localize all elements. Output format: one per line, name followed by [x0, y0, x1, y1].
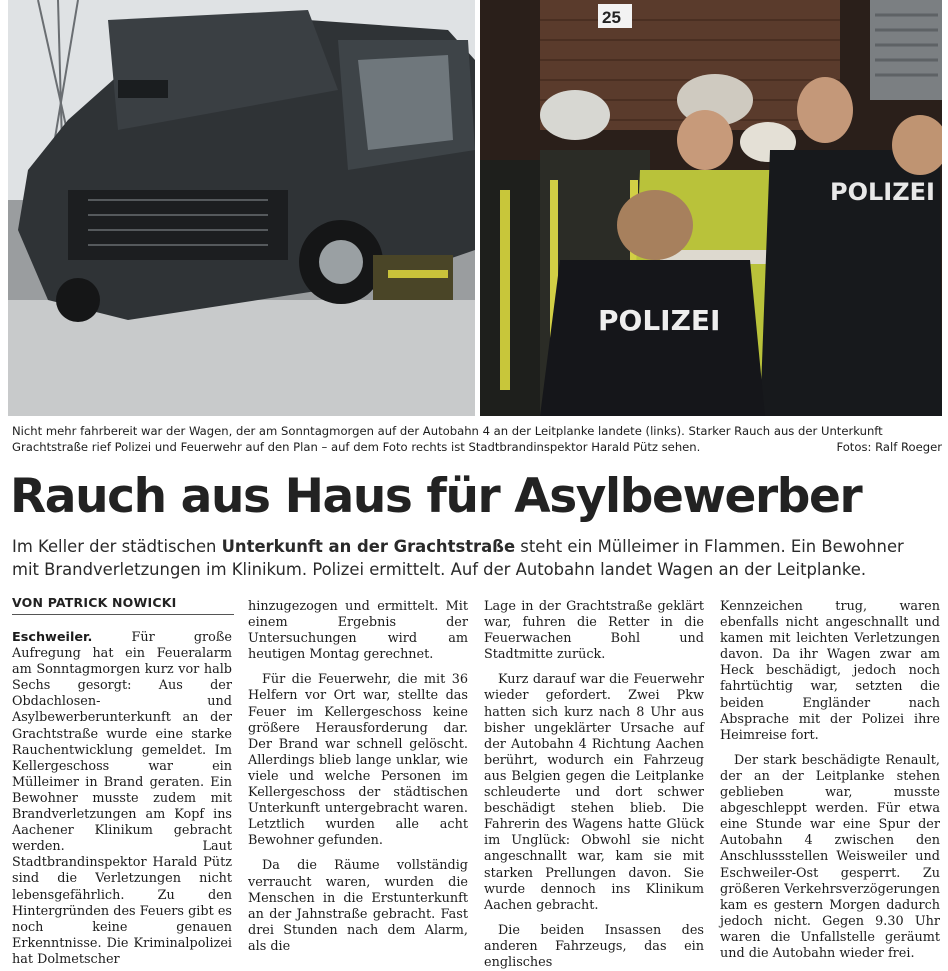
- caption-line-2-text: Grachtstraße rief Polizei und Feuerwehr auf den Plan – auf dem Foto rechts ist Stadtbrandinspektor Harald Pütz sehen.: [12, 440, 701, 454]
- caption-line-2: [12, 439, 942, 455]
- column-3-text-b: Kurz darauf war die Feuerwehr wieder gefordert. Zwei Pkw hatten sich kurz nach 8 Uhr aus bisher ungeklärter Ursache auf der Autobahn 4 Richtung Aachen berührt, wodurch ein Fahrzeug aus Belgien gegen die Leitplanke schleuderte und dort schwer beschädigt stehen blieb. Die Fahrerin des Wagens hatte Glück im Unglück: Obwohl sie nicht angeschnallt war, kam sie mit starken Prellungen davon. Sie wurde dennoch ins Klinikum Aachen gebracht.: [484, 672, 704, 913]
- column-2-text-c: Da die Räume vollständig verraucht waren, wurden die Menschen in die Erstunterkunft an der Jahnstraße gebracht. Fast drei Stunden nach dem Alarm, als die: [248, 858, 468, 954]
- column-3-text-c: Die beiden Insassen des anderen Fahrzeugs, das ein englisches: [484, 922, 704, 970]
- column-3-text-a: Lage in der Grachtstraße geklärt war, fuhren die Retter in die Feuerwachen Bohl und Stadtmitte zurück.: [484, 599, 704, 663]
- column-4-text-b: Der stark beschädigte Renault, der an der Leitplanke stehen geblieben war, musste abgeschleppt werden. Für etwa eine Stunde war eine Spur der Autobahn 4 zwischen den Anschlussstellen Weisweiler und Eschweiler-Ost gesperrt. Zu größeren Verkehrsverzögerungen kam es gestern Morgen dadurch jedoch nicht. Gegen 9.30 Uhr waren die Unfallstelle geräumt und die Autobahn wieder frei.: [720, 752, 940, 961]
- dateline: Eschweiler.: [12, 630, 93, 645]
- police-label-left: POLIZEI: [598, 304, 721, 337]
- article-column-4: [720, 599, 940, 962]
- subhead-bold: Unterkunft an der Grachtstraße: [221, 537, 516, 556]
- subhead-text-b: steht ein Mülleimer in Flammen. Ein Bewohner: [515, 537, 904, 556]
- article-column-2: [248, 599, 468, 955]
- subhead-line-2: mit Brandverletzungen im Klinikum. Polizei ermittelt. Auf der Autobahn landet Wagen an der Leitplanke.: [12, 560, 867, 579]
- firefighters-illustration: [480, 0, 942, 416]
- headline: Rauch aus Haus für Asylbewerber: [10, 469, 862, 524]
- subheadline: [12, 535, 942, 581]
- crashed-van-illustration: [8, 0, 475, 416]
- photo-firefighters-police: [480, 0, 942, 416]
- photo-crashed-van: [8, 0, 475, 416]
- photo-caption: [12, 423, 942, 455]
- column-2-text-b: Für die Feuerwehr, die mit 36 Helfern vor Ort war, stellte das Feuer im Kellergeschoss keine größere Herausforderung dar. Der Brand war schnell gelöscht. Allerdings blieb lange unklar, wie viele und welche Personen im Kellergeschoss der städtischen Unterkunft untergebracht waren. Letztlich wurden alle acht Bewohner gefunden.: [248, 672, 468, 849]
- article-column-1: [12, 630, 232, 968]
- caption-line-1: Nicht mehr fahrbereit war der Wagen, der am Sonntagmorgen auf der Autobahn 4 an der Leitplanke landete (links). Starker Rauch aus der Unterkunft: [12, 424, 883, 438]
- subhead-line-1: [12, 535, 942, 558]
- subhead-text-a: Im Keller der städtischen: [12, 537, 222, 556]
- photo-credit: Fotos: Ralf Roeger: [836, 440, 942, 454]
- column-4-text-a: Kennzeichen trug, waren ebenfalls nicht angeschnallt und kamen mit leichten Verletzungen davon. Da ihr Wagen zwar am Heck beschädigt, jedoch noch fahrtüchtig war, setzten die beiden Engländer nach Absprache mit der Polizei ihre Heimreise fort.: [720, 599, 940, 743]
- column-2-text-a: hinzugezogen und ermittelt. Mit einem Ergebnis der Untersuchungen wird am heutigen Montag gerechnet.: [248, 599, 468, 663]
- column-1-paragraph: [12, 630, 232, 968]
- byline: VON PATRICK NOWICKI: [12, 595, 234, 615]
- police-label-right: POLIZEI: [830, 178, 935, 206]
- column-1-text: Für große Aufregung hat ein Feueralarm am Sonntagmorgen kurz vor halb Sechs gesorgt: Aus der Obdachlosen- und Asylbewerberunterkunft an der Grachtstraße wurde eine starke Rauchentwicklung gemeldet. Im Kellergeschoss war ein Mülleimer in Brand geraten. Ein Bewohner musste zudem mit Brandverletzungen am Kopf ins Aachener Klinikum gebracht werden. Laut Stadtbrandinspektor Harald Pütz sind die Verletzungen nicht lebensgefährlich. Zu den Hintergründen des Feuers gibt es noch keine genauen Erkenntnisse. Die Kriminalpolizei hat Dolmetscher: [12, 630, 232, 967]
- house-number: 25: [602, 8, 621, 27]
- article-column-3: [484, 599, 704, 971]
